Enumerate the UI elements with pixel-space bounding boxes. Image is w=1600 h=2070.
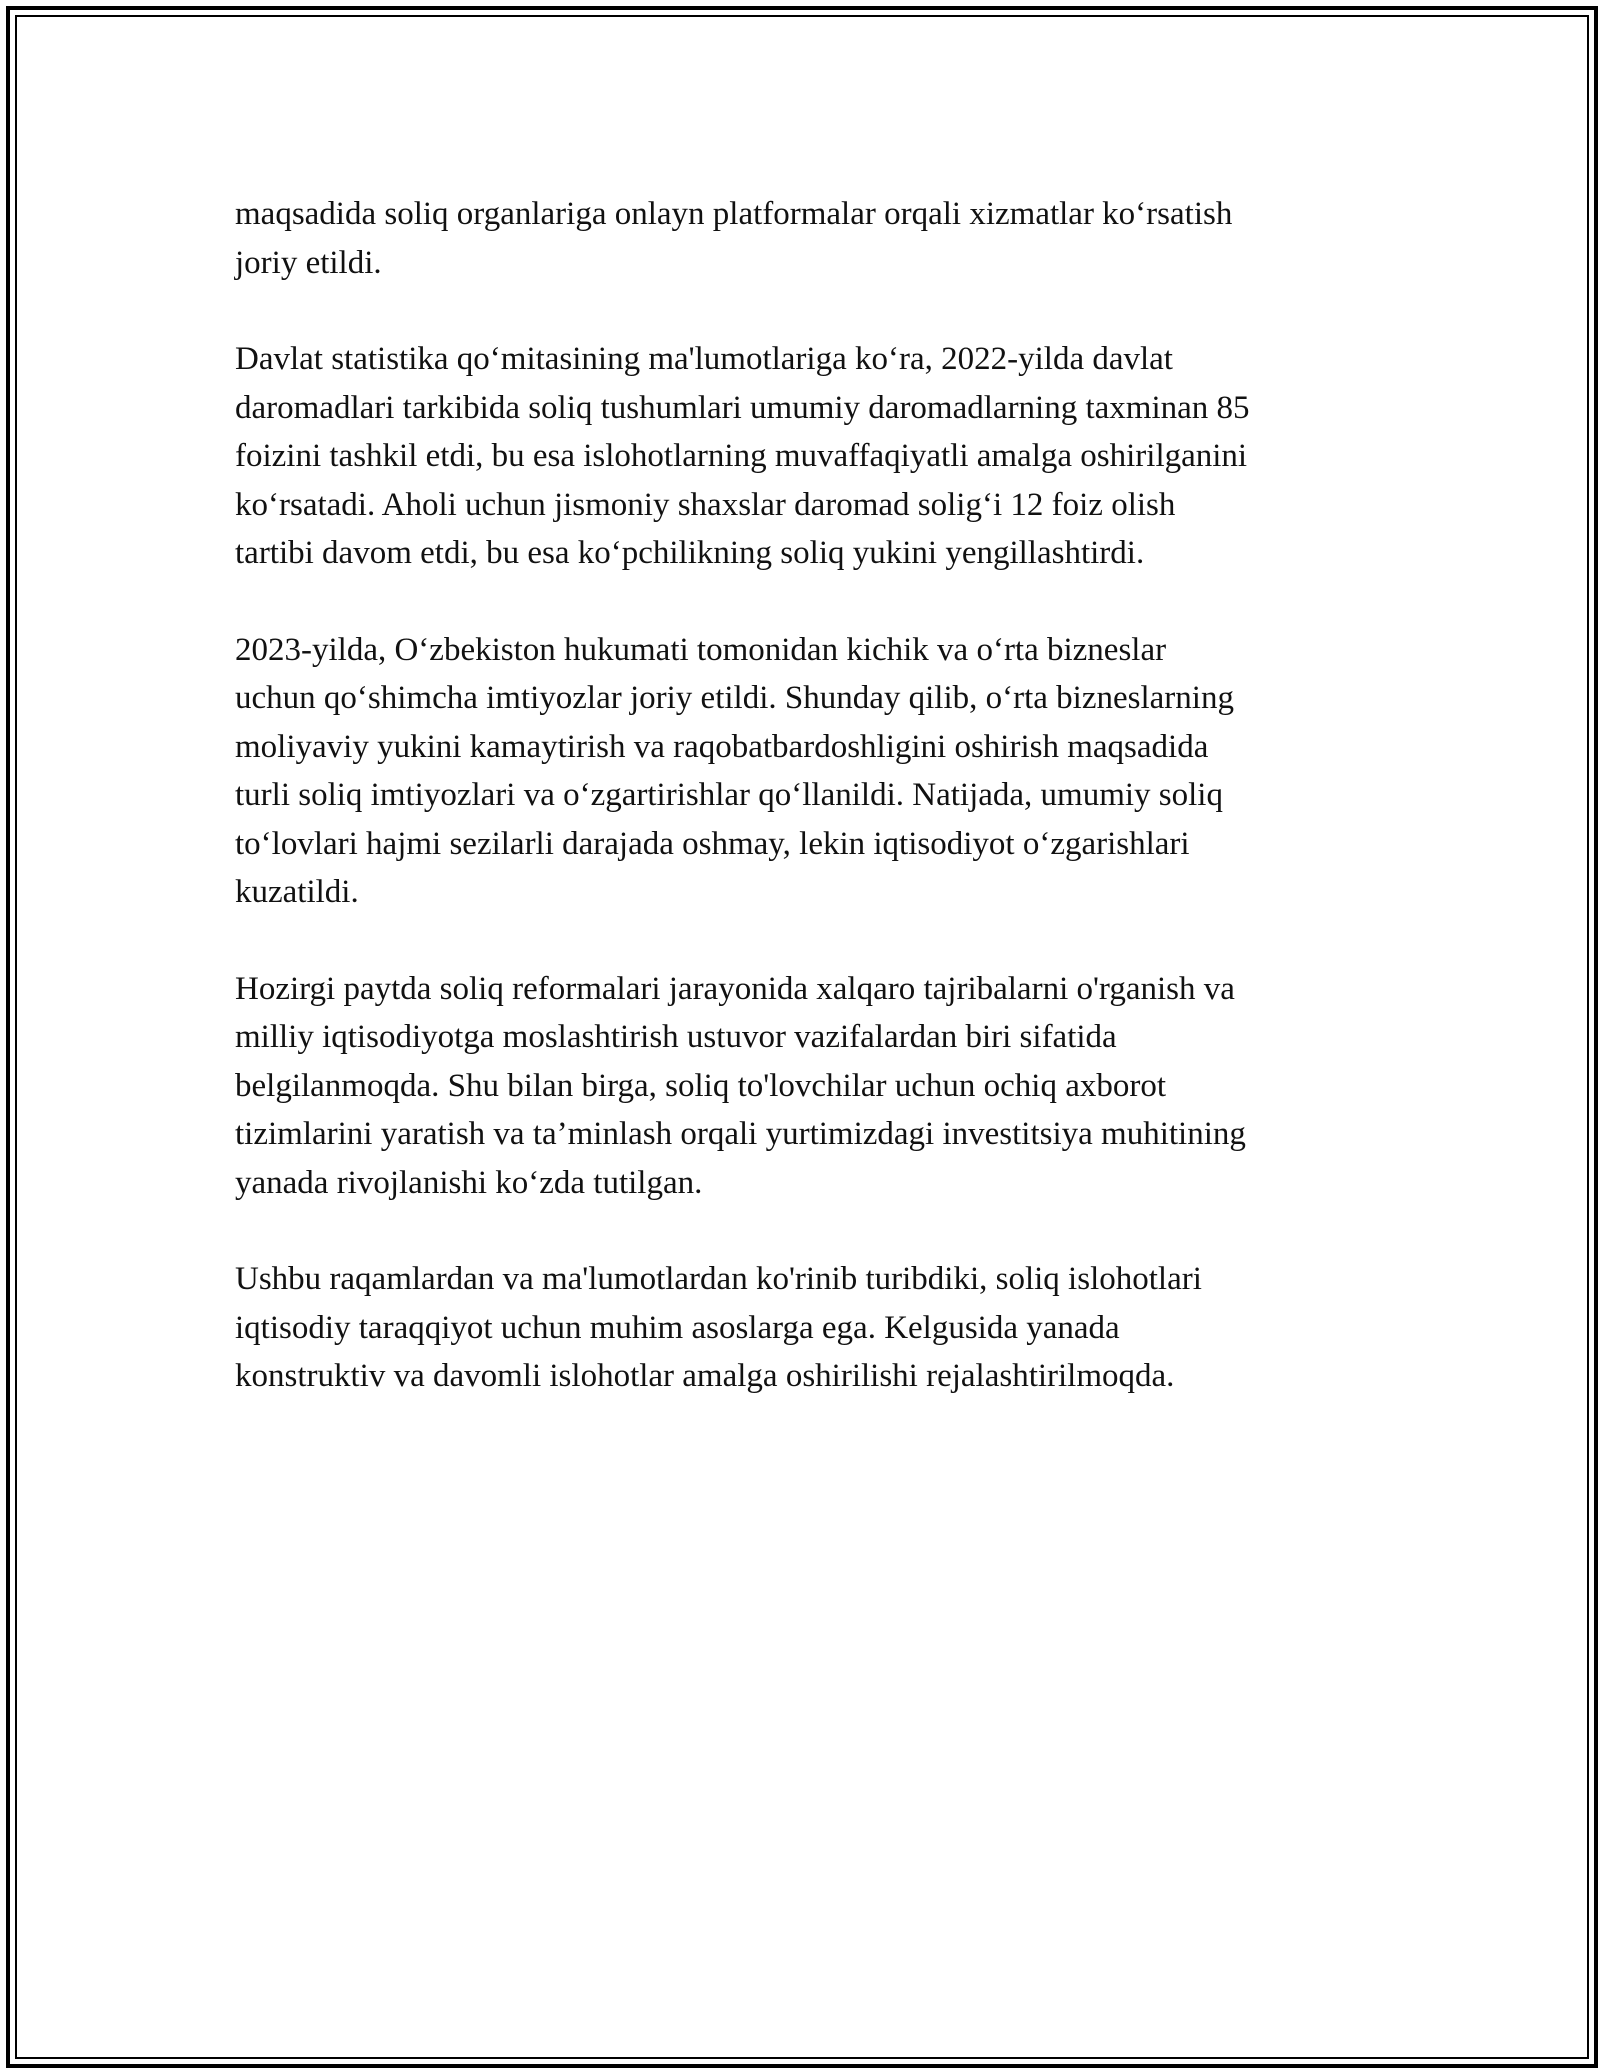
- paragraph-5: Ushbu raqamlardan va ma'lumotlardan ko'rinib turibdiki, soliq islohotlari iqtisodiy taraqqiyot uchun muhim asoslarga ega. Kelgusida yanada konstruktiv va davomli islohotlar amalga oshirilishi rejalashtirilmoqda.: [235, 1261, 1202, 1394]
- paragraph-4: Hozirgi paytda soliq reformalari jarayonida xalqaro tajribalarni o'rganish va milliy iqtisodiyotga moslashtirish ustuvor vazifalardan biri sifatida belgilanmoqda. Shu bilan birga, soliq to'lovchilar uchun ochiq axborot tizimlarini yaratish va ta’minlash orqali yurtimizdagi investitsiya muhitining yanada rivojlanishi ko‘zda tutilgan.: [235, 970, 1246, 1201]
- paragraph-2: Davlat statistika qo‘mitasining ma'lumotlariga ko‘ra, 2022-yilda davlat daromadlari tarkibida soliq tushumlari umumiy daromadlarning taxminan 85 foizini tashkil etdi, bu esa islohotlarning muvaffaqiyatli amalga oshirilganini ko‘rsatadi. Aholi uchun jismoniy shaxslar daromad solig‘i 12 foiz olish tartibi davom etdi, bu esa ko‘pchilikning soliq yukini yengillashtirdi.: [235, 341, 1250, 571]
- paragraph-1: maqsadida soliq organlariga onlayn platformalar orqali xizmatlar ko‘rsatish joriy etildi.: [235, 196, 1233, 281]
- document-body: [235, 190, 1365, 1449]
- paragraph-3: 2023-yilda, O‘zbekiston hukumati tomonidan kichik va o‘rta bizneslar uchun qo‘shimcha imtiyozlar joriy etildi. Shunday qilib, o‘rta bizneslarning moliyaviy yukini kamaytirish va raqobatbardoshligini oshirish maqsadida turli soliq imtiyozlari va o‘zgartirishlar qo‘llanildi. Natijada, umumiy soliq to‘lovlari hajmi sezilarli darajada oshmay, lekin iqtisodiyot o‘zgarishlari kuzatildi.: [235, 631, 1234, 910]
